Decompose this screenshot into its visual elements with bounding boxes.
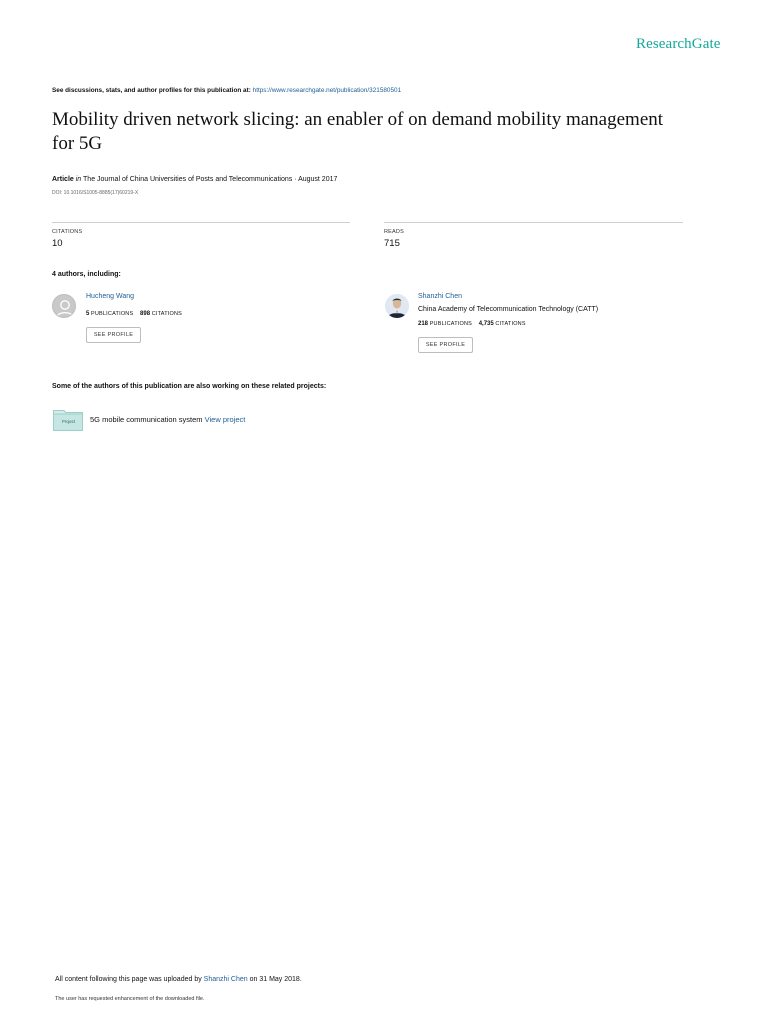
upload-suffix: on 31 May 2018. (249, 976, 302, 983)
see-discussions-line (52, 87, 401, 94)
see-profile-button[interactable]: SEE PROFILE (418, 337, 473, 353)
reads-value: 715 (384, 238, 400, 249)
related-projects-heading: Some of the authors of this publication are also working on these related projects: (52, 383, 327, 390)
project-icon-label: Project (62, 419, 76, 424)
enhancement-note: The user has requested enhancement of the downloaded file. (55, 996, 205, 1002)
project-folder-icon (53, 409, 83, 431)
authors-heading: 4 authors, including: (52, 271, 121, 278)
uploader-link[interactable]: Shanzhi Chen (203, 976, 248, 983)
avatar[interactable] (52, 294, 76, 318)
author-name-link[interactable]: Hucheng Wang (86, 293, 134, 300)
see-discussions-text: See discussions, stats, and author profiles for this publication at: (52, 87, 251, 94)
citations-count: 4,735 (478, 321, 494, 327)
researchgate-logo[interactable]: ResearchGate (636, 36, 721, 52)
author-photo-icon (385, 294, 409, 318)
publication-meta (52, 176, 337, 183)
publication-in-word: in (75, 176, 82, 183)
reads-divider (384, 222, 683, 223)
publications-label: PUBLICATIONS (91, 311, 134, 317)
citations-count: 898 (140, 311, 151, 317)
user-placeholder-icon (53, 295, 76, 318)
avatar[interactable] (385, 294, 409, 318)
author-stats (86, 311, 182, 317)
publication-title: Mobility driven network slicing: an enabler of on demand mobility management for 5G (52, 109, 664, 154)
upload-prefix: All content following this page was uploaded by (55, 976, 202, 983)
citations-label: CITATIONS (151, 311, 183, 317)
citations-divider (52, 222, 350, 223)
publications-count: 5 (86, 311, 90, 317)
publication-url-link[interactable]: https://www.researchgate.net/publication/321580501 (252, 87, 402, 94)
citations-label: CITATIONS (52, 229, 83, 235)
author-name-link[interactable]: Shanzhi Chen (418, 293, 462, 300)
citations-label: CITATIONS (495, 321, 526, 327)
project-item (90, 415, 245, 424)
publication-doi: DOI: 10.1016/S1005-8885(17)60219-X (52, 190, 139, 196)
view-project-link[interactable]: View project (204, 415, 246, 424)
author-stats (418, 321, 526, 327)
upload-note (55, 976, 302, 983)
publications-count: 218 (418, 321, 429, 327)
citations-value: 10 (52, 238, 63, 249)
project-name: 5G mobile communication system (90, 415, 203, 424)
see-profile-button[interactable]: SEE PROFILE (86, 327, 141, 343)
publications-label: PUBLICATIONS (429, 321, 473, 327)
reads-label: READS (384, 229, 404, 235)
journal-and-date: The Journal of China Universities of Posts and Telecommunications · August 2017 (83, 176, 338, 183)
publication-type: Article (52, 176, 74, 183)
author-affiliation: China Academy of Telecommunication Technology (CATT) (418, 306, 599, 313)
